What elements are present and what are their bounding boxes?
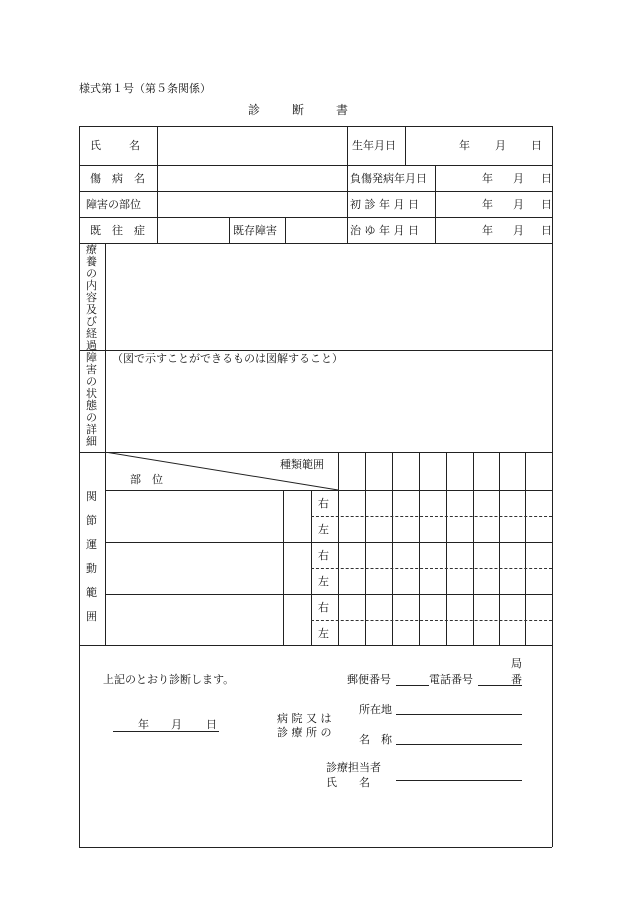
left-label: 左	[318, 575, 329, 588]
postal-code-field[interactable]	[396, 685, 429, 686]
joint-range-section-label: 関節運動範囲	[86, 490, 97, 623]
right-label: 右	[318, 549, 329, 562]
month-label: 月	[171, 718, 182, 731]
col-line	[473, 452, 474, 645]
doctor-label-line1: 診療担当者	[326, 761, 381, 774]
year-label: 年	[482, 224, 493, 237]
row-line	[79, 165, 552, 166]
type-range-header: 種類範囲	[280, 458, 324, 471]
hospital-label-line2: 診 療 所 の	[277, 726, 332, 739]
medical-history-label: 既 往 症	[90, 224, 145, 237]
address-label: 所在地	[359, 703, 392, 716]
right-label: 右	[318, 497, 329, 510]
table-left-border	[79, 126, 80, 847]
row-line	[79, 645, 552, 646]
facility-name-label: 名 称	[359, 733, 392, 746]
injury-site-field[interactable]	[160, 194, 344, 214]
row-line	[79, 243, 552, 244]
year-label: 年	[482, 198, 493, 211]
row-line	[79, 191, 552, 192]
address-field[interactable]	[396, 714, 522, 715]
col-line	[419, 452, 420, 645]
facility-name-field[interactable]	[396, 744, 522, 745]
diagnosis-date-underline	[113, 731, 219, 732]
hospital-label-line1: 病 院 又 は	[277, 712, 332, 725]
treatment-field[interactable]	[108, 246, 549, 347]
col-line	[285, 217, 286, 243]
year-label: 年	[459, 139, 470, 152]
joint-row-line	[105, 542, 552, 543]
right-label: 右	[318, 601, 329, 614]
day-label: 日	[206, 718, 217, 731]
col-line	[283, 490, 284, 645]
month-label: 月	[495, 139, 506, 152]
table-top-border	[79, 126, 552, 127]
day-label: 日	[541, 172, 552, 185]
col-line	[525, 452, 526, 645]
postal-code-label: 郵便番号	[347, 673, 391, 686]
joint-dashed-line	[311, 516, 552, 517]
name-label: 氏 名	[90, 139, 142, 152]
col-line	[105, 243, 106, 645]
first-visit-date-label: 初 診 年 月 日	[350, 198, 419, 211]
injury-name-field[interactable]	[160, 168, 344, 188]
month-label: 月	[513, 198, 524, 211]
col-line	[365, 452, 366, 645]
table-bottom-border	[79, 847, 552, 848]
document-title: 診 断 書	[248, 103, 359, 117]
col-line	[157, 126, 158, 243]
condition-note: （図で示すことができるものは図解すること）	[112, 352, 343, 365]
joint-dashed-line	[311, 620, 552, 621]
col-line	[229, 217, 230, 243]
year-label: 年	[482, 172, 493, 185]
condition-section-label: 障害の状態の詳細	[86, 351, 97, 448]
doctor-name-field[interactable]	[396, 780, 522, 781]
cure-date-label: 治 ゆ 年 月 日	[350, 224, 419, 237]
doctor-label-line2: 氏 名	[326, 776, 370, 789]
month-label: 月	[513, 172, 524, 185]
row-line	[79, 350, 552, 351]
name-field[interactable]	[160, 129, 344, 163]
table-right-border	[552, 126, 553, 847]
birth-date-label: 生年月日	[352, 139, 396, 152]
form-number-label: 様式第１号（第５条関係）	[79, 82, 211, 95]
col-line	[347, 126, 348, 243]
joint-row-line	[105, 594, 552, 595]
col-line	[405, 126, 406, 165]
part-header: 部 位	[130, 473, 163, 486]
injury-name-label: 傷 病 名	[90, 172, 145, 185]
joint-dashed-line	[311, 568, 552, 569]
year-label: 年	[138, 718, 149, 731]
col-line	[392, 452, 393, 645]
ban-label: 番	[511, 673, 522, 686]
diagnosis-statement: 上記のとおり診断します。	[103, 673, 235, 686]
phone-number-label: 電話番号	[429, 673, 473, 686]
row-line	[79, 217, 552, 218]
day-label: 日	[541, 224, 552, 237]
left-label: 左	[318, 627, 329, 640]
injury-site-label: 障害の部位	[86, 198, 141, 211]
existing-disability-field[interactable]	[288, 220, 344, 240]
day-label: 日	[541, 198, 552, 211]
medical-history-field[interactable]	[160, 220, 226, 240]
onset-date-label: 負傷発病年月日	[350, 172, 427, 185]
condition-field[interactable]	[108, 368, 549, 449]
treatment-section-label: 療養の内容及び経過	[86, 243, 97, 352]
left-label: 左	[318, 523, 329, 536]
col-line	[499, 452, 500, 645]
day-label: 日	[531, 139, 542, 152]
col-line	[446, 452, 447, 645]
kyoku-label: 局	[511, 657, 522, 670]
col-line	[435, 165, 436, 243]
existing-disability-label: 既存障害	[233, 224, 277, 237]
month-label: 月	[513, 224, 524, 237]
